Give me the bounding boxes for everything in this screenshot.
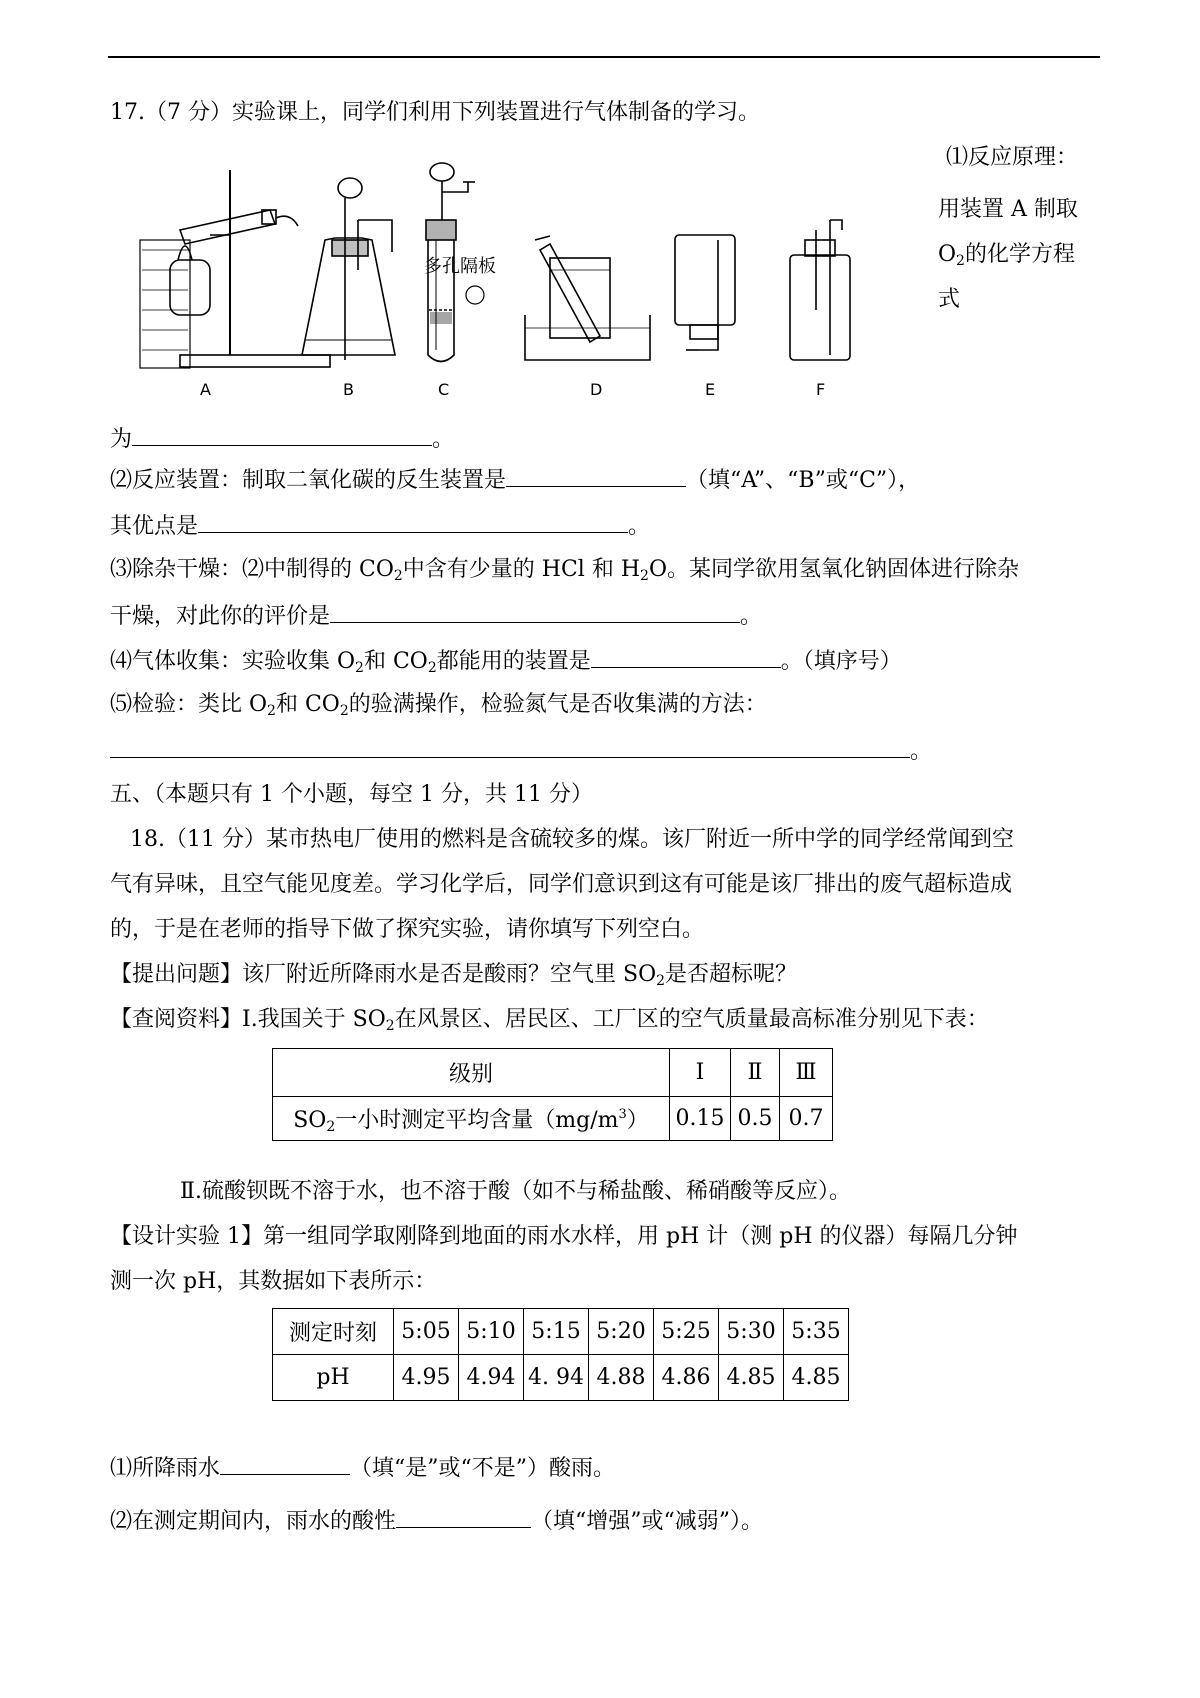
apparatus-f (790, 220, 850, 360)
annotation-porous-plate: 多孔隔板 (424, 256, 496, 277)
answer-blank-5[interactable] (591, 645, 781, 668)
label-e: E (705, 380, 716, 399)
table2-ph-cell: 4.86 (654, 1355, 719, 1401)
q17-p2-line-a: ⑵反应装置：制取二氧化碳的反生装置是 （填“A”、“B”或“C”）， (110, 464, 920, 496)
label-d: D (590, 380, 603, 399)
q18-question: 【提出问题】该厂附近所降雨水是否是酸雨？空气里 $SO_2$是否超标呢？ (110, 962, 798, 989)
q18-exp1-line-a: 【设计实验 1】第一组同学取刚降到地面的雨水水样，用 pH 计（测 pH 的仪器）每隔几分钟 (110, 1224, 1018, 1249)
apparatus-d (525, 236, 650, 360)
table1-header-i: Ⅰ (670, 1049, 731, 1097)
q17-p2-line-b: 其优点是 。 (110, 510, 650, 542)
q17-p1-line-b: 用装置 A 制取 (938, 197, 1078, 222)
table2-ph-cell: 4.85 (784, 1355, 849, 1401)
q17-p1-line-c: $O_2$的化学方程 (938, 242, 1075, 269)
q18-intro-2: 气有异味，且空气能见度差。学习化学后，同学们意识到这有可能是该厂排出的废气超标造成 (110, 872, 1013, 897)
table2-time-label: 测定时刻 (273, 1309, 394, 1355)
table1-header-level: 级别 (273, 1049, 670, 1097)
q17-p4-line: ⑷气体收集：实验收集 $O_2$和 $CO_2$都能用的装置是 。（填序号） (110, 645, 902, 683)
answer-blank-8[interactable] (396, 1505, 531, 1528)
answer-blank-2[interactable] (506, 464, 686, 487)
table2-time-cell: 5:25 (654, 1309, 719, 1355)
q18-sub2: ⑵在测定期间内，雨水的酸性 （填“增强”或“减弱”）。 (110, 1505, 763, 1537)
apparatus-b (302, 178, 395, 360)
ph-measurement-table (272, 1308, 849, 1401)
q18-intro-3: 的，于是在老师的指导下做了探究实验，请你填写下列空白。 (110, 917, 705, 942)
answer-blank-7[interactable] (220, 1452, 350, 1475)
header-rule (108, 56, 1100, 58)
q17-p1-line-d: 式 (938, 287, 961, 312)
q18-intro-1: 18.（11 分）某市热电厂使用的燃料是含硫较多的煤。该厂附近一所中学的同学经常闻到空 (130, 827, 1014, 852)
so2-standard-table (272, 1048, 833, 1141)
q18-sub1: ⑴所降雨水 （填“是”或“不是”）酸雨。 (110, 1452, 615, 1484)
q17-p5-answer-line: 。 (110, 735, 932, 767)
q17-title: 17.（7 分）实验课上，同学们利用下列装置进行气体制备的学习。 (110, 100, 760, 125)
table2-ph-cell: 4.85 (719, 1355, 784, 1401)
table2-time-cell: 5:10 (459, 1309, 524, 1355)
q17-p1-line-a: ⑴反应原理： (946, 145, 1079, 170)
q17-p1-answer-line: 为 。 (110, 423, 454, 455)
table2-ph-cell: 4.95 (394, 1355, 459, 1401)
label-b: B (343, 380, 354, 399)
table2-ph-cell: 4.94 (459, 1355, 524, 1401)
q18-info-2: Ⅱ.硫酸钡既不溶于水，也不溶于酸（如不与稀盐酸、稀硝酸等反应）。 (180, 1179, 851, 1204)
q18-info-1: 【查阅资料】Ⅰ.我国关于 $SO_2$在风景区、居民区、工厂区的空气质量最高标准分别见下表： (110, 1007, 989, 1034)
table2-time-cell: 5:20 (589, 1309, 654, 1355)
table1-value-ii: 0.5 (731, 1097, 780, 1141)
table2-time-cell: 5:35 (784, 1309, 849, 1355)
apparatus-e (675, 235, 735, 350)
answer-blank-1[interactable] (132, 423, 432, 446)
table2-ph-label: pH (273, 1355, 394, 1401)
q17-p5-line: ⑸检验：类比 $O_2$和 $CO_2$的验满操作，检验氮气是否收集满的方法： (110, 692, 767, 719)
table2-ph-cell: 4.88 (589, 1355, 654, 1401)
q18-exp1-line-b: 测一次 pH，其数据如下表所示： (110, 1269, 437, 1294)
table1-value-iii: 0.7 (780, 1097, 833, 1141)
table1-header-ii: Ⅱ (731, 1049, 780, 1097)
answer-blank-6[interactable] (110, 735, 910, 758)
label-a: A (200, 380, 211, 399)
apparatus-a (140, 170, 330, 368)
q17-p3-line-a: ⑶除杂干燥：⑵中制得的 $CO_2$中含有少量的 HCl 和 $H_2O$。某同学欲用氢氧化钠固体进行除杂 (110, 557, 1019, 584)
table1-row-label: $SO_2$一小时测定平均含量$(mg/m^3)$ (273, 1097, 670, 1141)
table1-header-iii: Ⅲ (780, 1049, 833, 1097)
label-c: C (438, 380, 450, 399)
table2-time-cell: 5:15 (524, 1309, 589, 1355)
label-f: F (816, 380, 826, 399)
table2-time-cell: 5:05 (394, 1309, 459, 1355)
table2-time-cell: 5:30 (719, 1309, 784, 1355)
table2-ph-cell: 4. 94 (524, 1355, 589, 1401)
table1-value-i: 0.15 (670, 1097, 731, 1141)
answer-blank-3[interactable] (198, 510, 628, 533)
apparatus-figure (130, 160, 920, 400)
q17-p3-line-b: 干燥，对此你的评价是 。 (110, 600, 762, 632)
answer-blank-4[interactable] (330, 600, 740, 623)
section-five-heading: 五、（本题只有 1 个小题，每空 1 分，共 11 分） (110, 782, 593, 807)
